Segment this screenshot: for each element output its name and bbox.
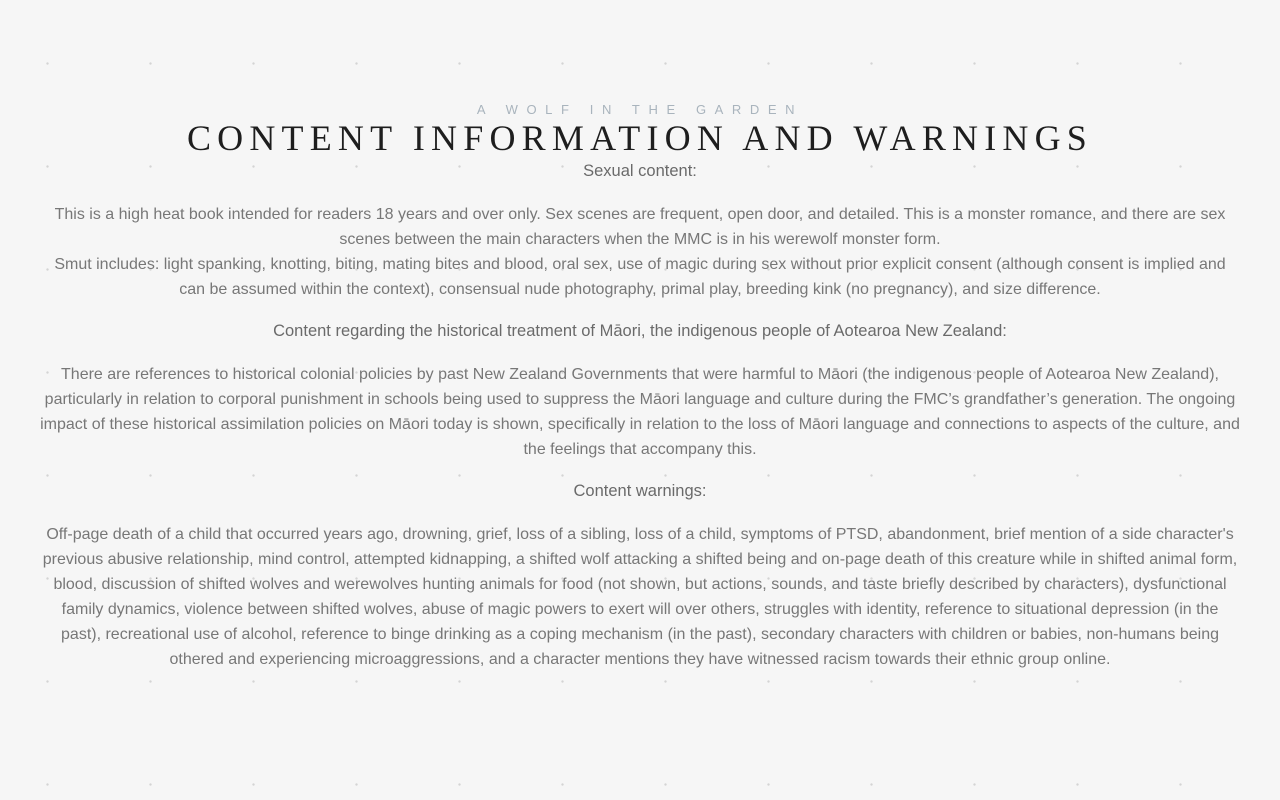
maori-content-paragraph: There are references to historical colonial policies by past New Zealand Governments that were harmful to Māori (the indigenous people of Aotearoa New Zealand), particularly in relation to corporal punishment in schools being used to suppress the Māori language and culture during the FMC’s grandfather’s generation. The ongoing impact of these historical assimilation policies on Māori today is shown, specifically in relation to the loss of Māori language and connections to aspects of the culture, and the feelings that accompany this. xyxy=(40,366,1240,458)
content-warnings-paragraph: Off-page death of a child that occurred years ago, drowning, grief, loss of a sibling, loss of a child, symptoms of PTSD, abandonment, brief mention of a side character's previous abusive relationship, mind control, attempted kidnapping, a shifted wolf attacking a shifted being and on-page death of this creature while in shifted animal form, blood, discussion of shifted wolves and werewolves hunting animals for food (not shown, but actions, sounds, and taste briefly described by characters), dysfunctional family dynamics, violence between shifted wolves, abuse of magic powers to exert will over others, struggles with identity, reference to situational depression (in the past), recreational use of alcohol, reference to binge drinking as a coping mechanism (in the past), secondary characters with children or babies, non-humans being othered and experiencing microaggressions, and a character mentions they have witnessed racism towards their ethnic group online. xyxy=(42,526,1238,668)
content-body xyxy=(40,159,1240,672)
sexual-content-heading: Sexual content: xyxy=(583,162,697,180)
sexual-content-paragraph: This is a high heat book intended for readers 18 years and over only. Sex scenes are frequent, open door, and detailed. This is a monster romance, and there are sex scenes between the main characters when the MMC is in his werewolf monster form. xyxy=(54,206,1226,248)
maori-content-heading: Content regarding the historical treatment of Māori, the indigenous people of Aotearoa New Zealand: xyxy=(273,322,1007,340)
page-title: CONTENT INFORMATION AND WARNINGS xyxy=(186,118,1094,158)
smut-includes-paragraph: Smut includes: light spanking, knotting, biting, mating bites and blood, oral sex, use of magic during sex without prior explicit consent (although consent is implied and can be assumed within the context), consensual nude photography, primal play, breeding kink (no pregnancy), and size difference. xyxy=(54,256,1226,298)
content-warnings-heading: Content warnings: xyxy=(573,482,707,500)
book-title-eyebrow: A WOLF IN THE GARDEN xyxy=(476,102,804,117)
